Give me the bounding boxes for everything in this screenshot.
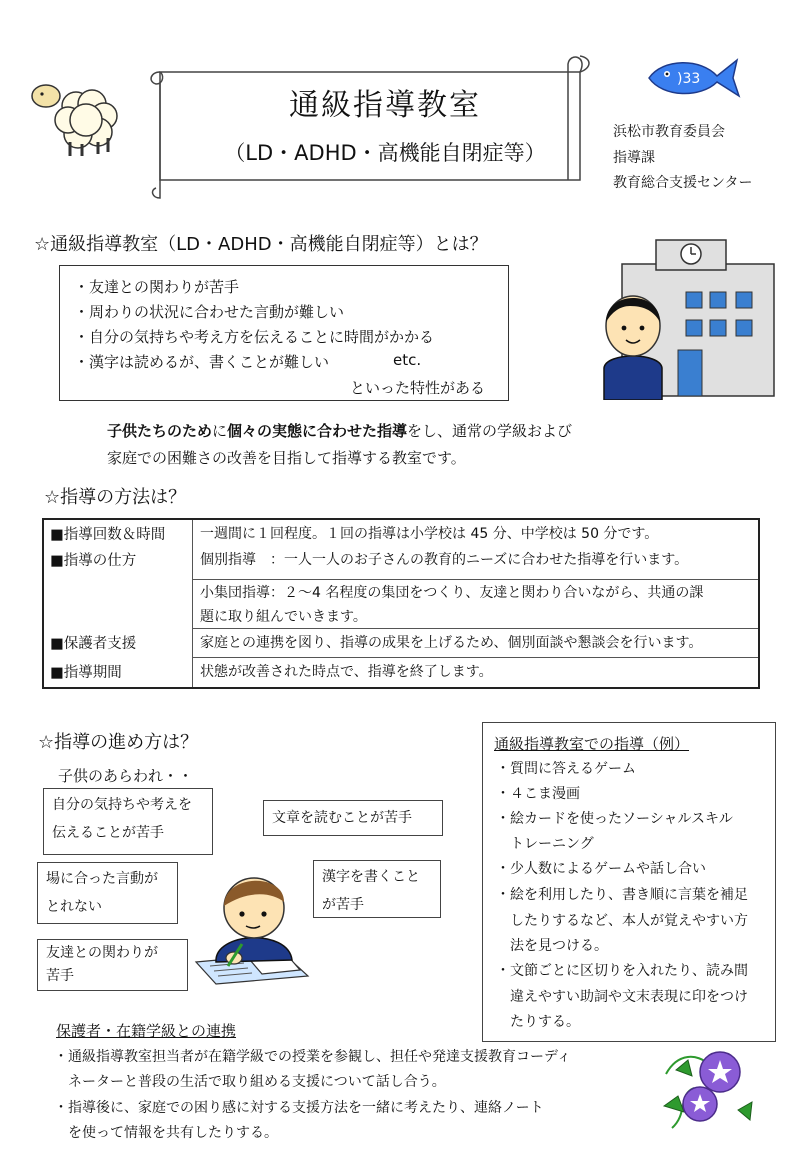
child-signs-label: 子供のあらわれ・・ [58, 767, 194, 785]
section-heading-what: ☆通級指導教室（LD・ADHD・高機能自閉症等）とは？ [34, 234, 488, 255]
desc-emphasis: 子供たちのため [107, 422, 213, 440]
org-line: 浜松市教育委員会 [613, 124, 725, 140]
example-item: ・絵カードを使ったソーシャルスキル [496, 811, 733, 827]
org-line: 指導課 [613, 150, 655, 166]
table-divider [192, 520, 193, 687]
symptom-box [37, 862, 178, 924]
table-divider [192, 628, 758, 629]
studying-child-illustration [188, 866, 310, 986]
cooperation-line: を使って情報を共有したりする。 [54, 1125, 278, 1141]
trait-item: ・漢字は読めるが、書くことが難しい [74, 353, 330, 371]
example-item: ・４こま漫画 [496, 786, 580, 802]
example-item: トレーニング [496, 836, 594, 852]
cooperation-line: ・指導後に、家庭での困り感に対する支援方法を一緒に考えたり、連絡ノート [54, 1100, 544, 1116]
example-item: 違えやすい助詞や文末表現に印をつけ [496, 989, 748, 1005]
org-line: 教育総合支援センター [613, 175, 753, 191]
symptom-box [37, 939, 188, 991]
school-boy-illustration [600, 236, 780, 400]
example-item: ・文節ごとに区切りを入れたり、読み間 [496, 963, 748, 979]
cooperation-line: ・通級指導教室担当者が在籍学級での授業を参観し、担任や発達支援教育コーディ [54, 1049, 571, 1065]
symptom-text: 伝えることが苦手 [52, 825, 164, 841]
example-item: ・絵を利用したり、書き順に言葉を補足 [496, 887, 748, 903]
description-line-1 [107, 420, 572, 441]
page-title: 通級指導教室 [289, 88, 481, 123]
cooperation-line: ネーターと普段の生活で取り組める支援について話し合う。 [54, 1074, 446, 1090]
svg-text:)33: )33 [677, 71, 701, 87]
method-label: ■指導期間 [50, 665, 122, 681]
description-line-2: 家庭での困難さの改善を目指して指導する教室です。 [107, 449, 466, 467]
table-divider [192, 579, 758, 580]
method-value: 家庭との連携を図り、指導の成果を上げるため、個別面談や懇談会を行います。 [200, 635, 703, 651]
symptom-box [313, 860, 441, 918]
trait-item: ・友達との関わりが苦手 [74, 278, 240, 296]
symptom-text: 苦手 [46, 968, 74, 984]
method-value: 状態が改善された時点で、指導を終了します。 [200, 664, 493, 680]
desc-emphasis: 個々の実態に合わせた指導 [227, 422, 408, 440]
morning-glory-illustration [658, 1044, 758, 1130]
desc-text: をし、通常の学級および [407, 422, 573, 440]
symptom-box [43, 788, 213, 855]
section-heading-method: ☆指導の方法は？ [44, 487, 187, 508]
trait-tail: といった特性がある [350, 379, 486, 397]
page-subtitle: （LD・ADHD・高機能自閉症等） [224, 141, 546, 165]
method-value: 一週間に１回程度。１回の指導は小学校は 45 分、中学校は 50 分です。 [200, 526, 659, 542]
example-item: ・少人数によるゲームや話し合い [496, 861, 706, 877]
method-label: ■指導の仕方 [50, 553, 137, 569]
trait-item: ・周わりの状況に合わせた言動が難しい [74, 303, 345, 321]
example-item: たりする。 [496, 1014, 580, 1030]
trait-etc: etc. [393, 351, 422, 369]
fish-icon [643, 52, 741, 102]
method-value: 小集団指導：２～4 名程度の集団をつくり、友達と関わり合いながら、共通の課 [200, 585, 704, 601]
symptom-text: 自分の気持ちや考えを [52, 797, 192, 813]
trait-item: ・自分の気持ちや考え方を伝えることに時間がかかる [74, 328, 435, 346]
table-divider [192, 657, 758, 658]
example-item: ・質問に答えるゲーム [496, 761, 636, 777]
cooperation-title: 保護者・在籍学級との連携 [56, 1022, 237, 1040]
symptom-text: が苦手 [322, 897, 364, 913]
desc-text: に [212, 422, 228, 440]
section-heading-progress: ☆指導の進め方は？ [38, 732, 199, 753]
example-item: したりするなど、本人が覚えやすい方 [496, 913, 748, 929]
symptom-box [263, 800, 443, 836]
symptom-text: 場に合った言動が [46, 871, 158, 887]
method-label: ■指導回数＆時間 [50, 527, 166, 543]
method-value: 題に取り組んでいきます。 [200, 609, 367, 625]
symptom-text: 漢字を書くこと [322, 869, 420, 885]
sheep-illustration [26, 66, 122, 160]
method-value: 個別指導 ：一人一人のお子さんの教育的ニーズに合わせた指導を行います。 [200, 552, 689, 568]
example-item: 法を見つける。 [496, 938, 608, 954]
symptom-text: とれない [46, 899, 102, 915]
example-title: 通級指導教室での指導（例） [494, 735, 690, 753]
symptom-text: 友達との関わりが [46, 945, 158, 961]
title-scroll-banner [140, 50, 600, 200]
method-label: ■保護者支援 [50, 636, 137, 652]
symptom-text: 文章を読むことが苦手 [272, 810, 412, 826]
